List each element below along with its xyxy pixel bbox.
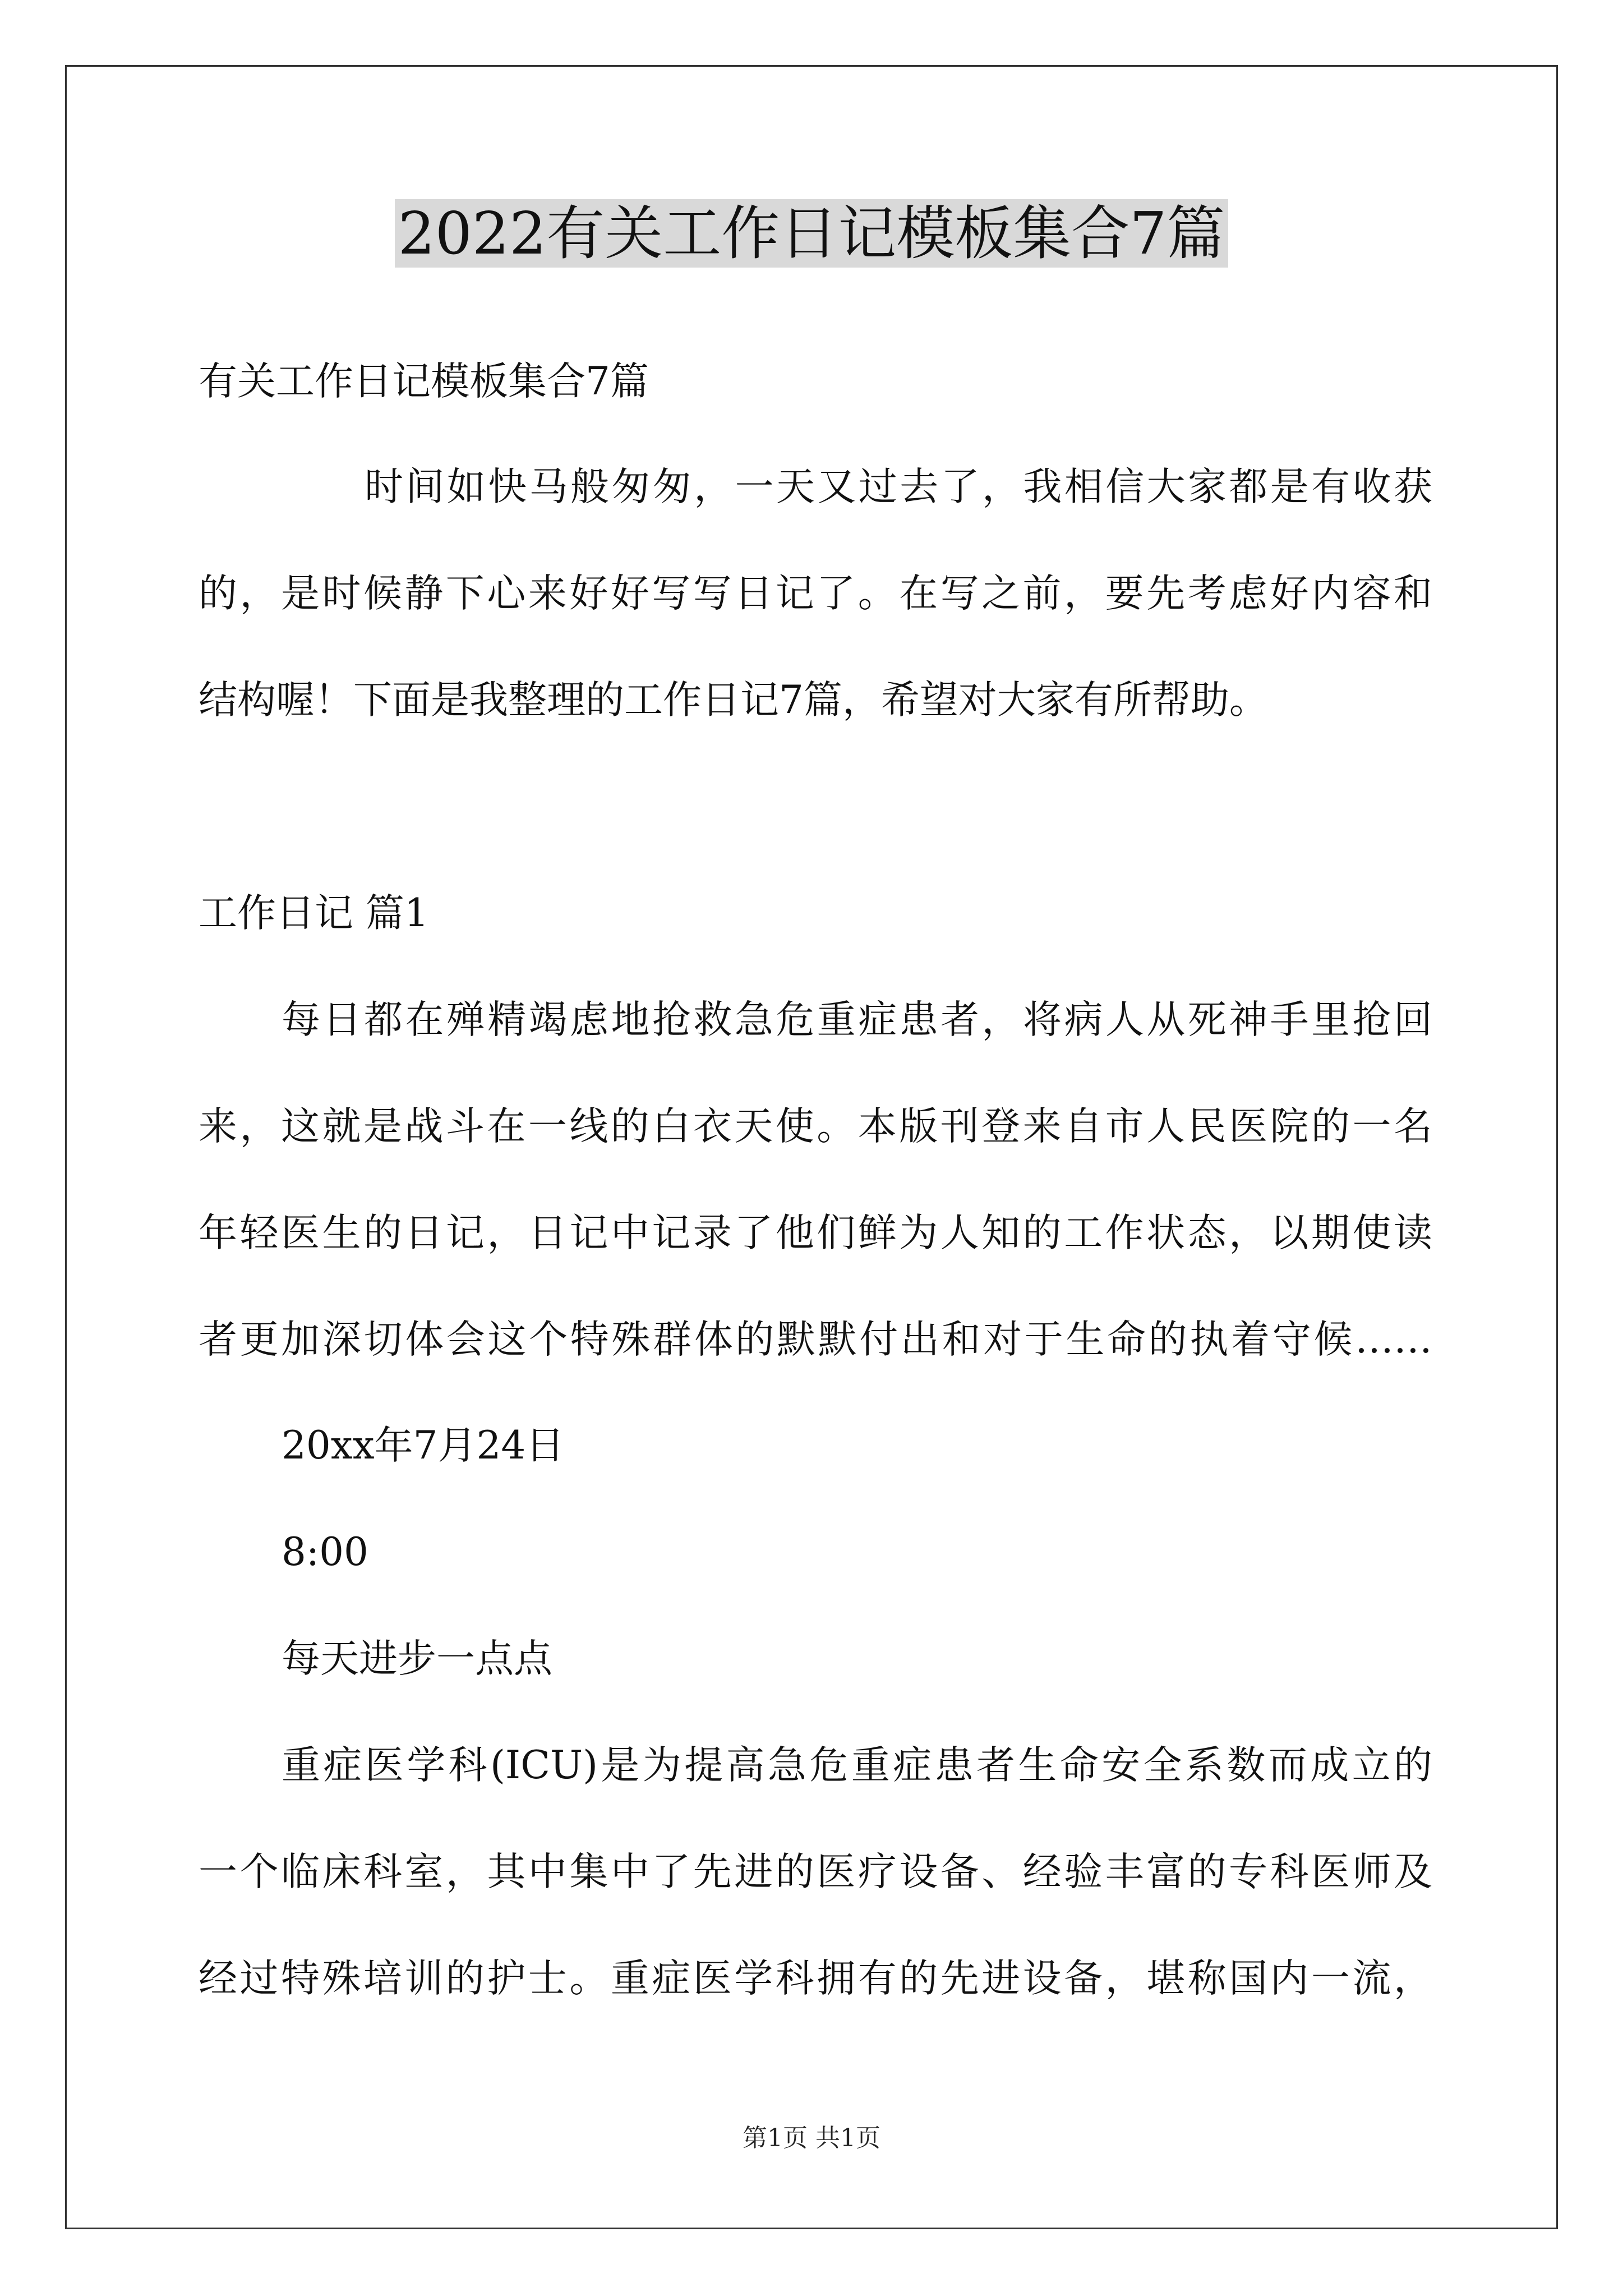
- document-title-text: 2022有关工作日记模板集合7篇: [395, 199, 1229, 268]
- section-para-line-3: 年轻医生的日记，日记中记录了他们鲜为人知的工作状态，以期使读: [199, 1211, 1432, 1255]
- entry-time: 8:00: [282, 1530, 368, 1575]
- entry-title: 每天进步一点点: [282, 1636, 552, 1681]
- section-para-line-4: 者更加深切体会这个特殊群体的默默付出和对于生命的执着守候……: [199, 1317, 1432, 1362]
- entry-para-line-1: 重症医学科(ICU)是为提高急危重症患者生命安全系数而成立的: [282, 1743, 1432, 1788]
- section-heading: 工作日记 篇1: [199, 891, 429, 936]
- intro-line-3: 结构喔！下面是我整理的工作日记7篇，希望对大家有所帮助。: [199, 678, 1268, 723]
- page-footer: 第1页 共1页: [743, 2124, 880, 2152]
- entry-date: 20xx年7月24日: [282, 1423, 565, 1468]
- section-para-line-1: 每日都在殚精竭虑地抢救急危重症患者，将病人从死神手里抢回: [282, 997, 1432, 1042]
- document-title: [0, 194, 1623, 273]
- section-para-line-2: 来，这就是战斗在一线的白衣天使。本版刊登来自市人民医院的一名: [199, 1104, 1432, 1149]
- entry-para-line-2: 一个临床科室，其中集中了先进的医疗设备、经验丰富的专科医师及: [199, 1849, 1432, 1894]
- intro-line-1: 时间如快马般匆匆，一天又过去了，我相信大家都是有收获: [365, 464, 1432, 509]
- document-subtitle: 有关工作日记模板集合7篇: [199, 359, 649, 404]
- intro-line-2: 的，是时候静下心来好好写写日记了。在写之前，要先考虑好内容和: [199, 571, 1432, 616]
- entry-para-line-3: 经过特殊培训的护士。重症医学科拥有的先进设备，堪称国内一流，: [199, 1956, 1432, 2001]
